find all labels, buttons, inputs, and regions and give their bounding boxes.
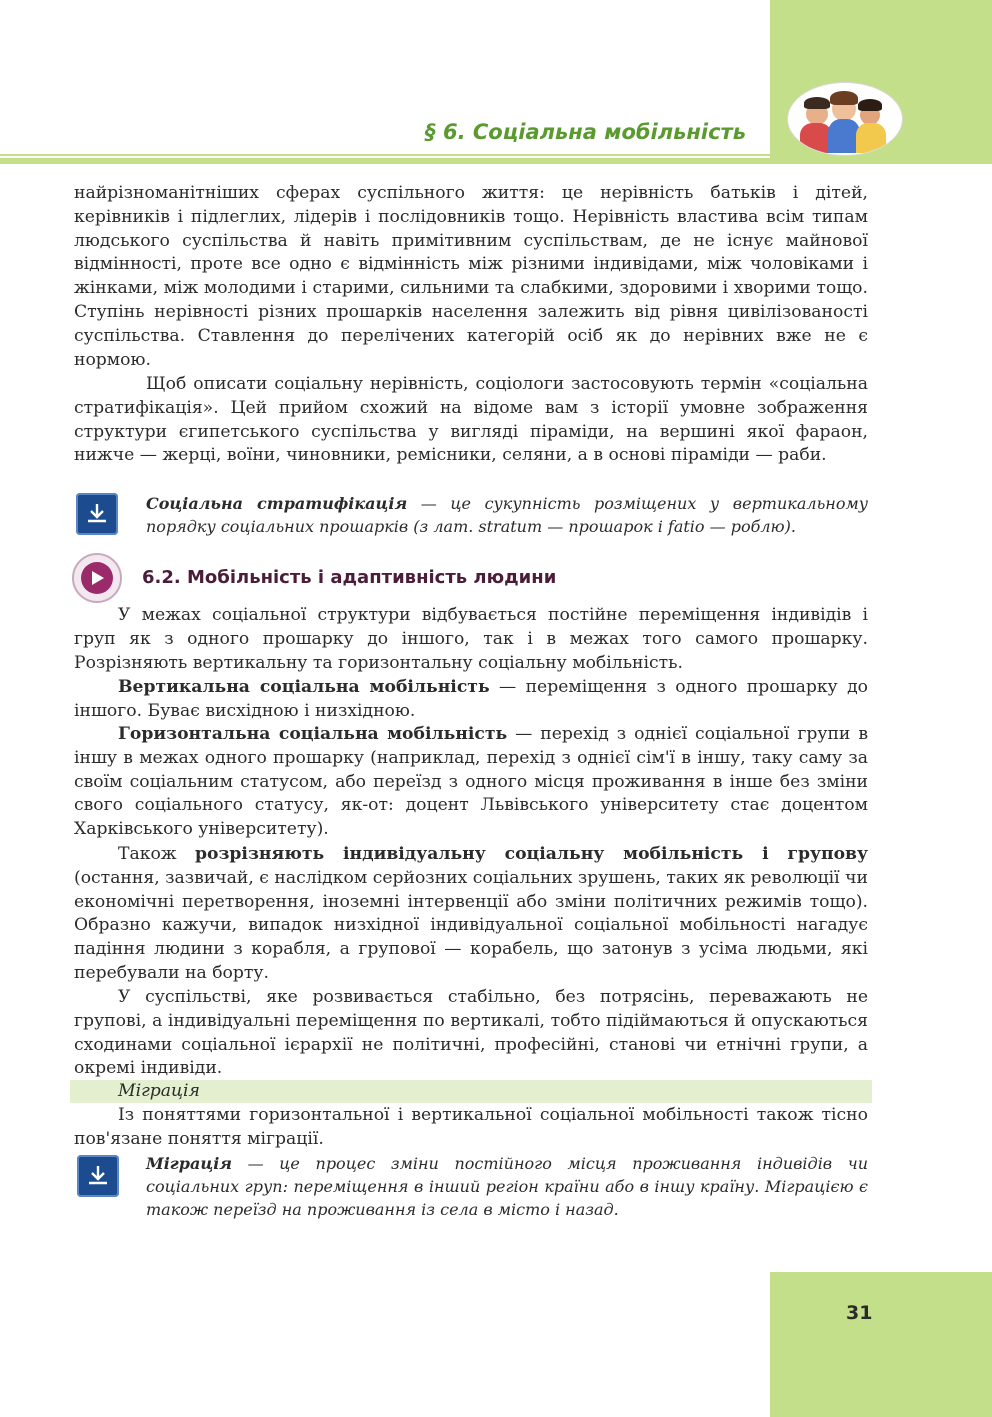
paragraph: Щоб описати соціальну нерівність, соціологи застосовують термін «соціальна стратифікація». Цей прийом схожий на відоме вам з історії умовне зображення структури єгипетського суспільства у вигляді піраміди, на вершині якої фараон, нижче — жерці, воїни, чиновники, ремісники, селяни, а в основі піраміди — раби.	[74, 374, 868, 466]
subsection-title: 6.2. Мобільність і адаптивність людини	[142, 567, 557, 588]
header-rule	[0, 154, 770, 156]
term: Горизонтальна соціальна мобільність	[118, 724, 508, 744]
section-title: § 6. Соціальна мобільність	[425, 120, 746, 144]
paragraph: Із поняттями горизонтальної і вертикальної соціальної мобільності також тісно пов'язане поняття міграції.	[74, 1105, 868, 1149]
definition-text: — це сукупність розміщених у вертикальному порядку соціальних прошарків (з лат. stratum — прошарок і fatio — роблю).	[146, 494, 868, 536]
paragraph	[74, 676, 868, 724]
paragraph-text: — перехід з однієї соціальної групи в іншу в межах одного прошарку (наприклад, перехід з однієї сім'ї в іншу, таку саму за своїм соціальним статусом, або переїзд з одного місця проживання в інше без зміни свого соціального статусу, як-от: доцент Львівського університету стає доцентом Харківського університету).	[74, 724, 868, 840]
paragraph: У суспільстві, яке розвивається стабільно, без потрясінь, переважають не групові, а індивідуальні переміщення по вертикалі, тобто підіймаються й опускаються сходинами соціальної ієрархії не політичні, професійні, станові чи етнічні групи, а окремі індивіди.	[74, 987, 868, 1079]
play-button[interactable]	[72, 553, 122, 603]
term: розрізняють індивідуальну соціальну мобільність і групову	[194, 844, 869, 864]
page-number: 31	[846, 1302, 873, 1324]
migration-heading: Міграція	[118, 1081, 200, 1101]
download-icon	[77, 1155, 119, 1197]
term: Вертикальна соціальна мобільність	[118, 677, 490, 697]
definition-text: — це процес зміни постійного місця проживання індивідів чи соціальних груп: переміщення в інший регіон країни або в іншу країну. Міграцією є також переїзд на проживання із села в місто і назад.	[146, 1154, 868, 1219]
play-icon	[81, 562, 113, 594]
header-rule-thick	[0, 158, 992, 164]
definition-term: Соціальна стратифікація	[146, 494, 408, 513]
paragraph: У межах соціальної структури відбувається постійне переміщення індивідів і груп як з одного прошарку до іншого, так і в межах того самого прошарку. Розрізняють вертикальну та горизонтальну соціальну мобільність.	[74, 605, 868, 673]
paragraph	[74, 723, 868, 842]
definition-stratification	[146, 492, 868, 538]
footer-side-block	[770, 1272, 992, 1417]
paragraph-text: — переміщення з одного прошарку до іншого. Буває висхідною і низхідною.	[74, 677, 868, 721]
definition-term: Міграція	[146, 1154, 233, 1173]
paragraph	[74, 843, 868, 986]
definition-migration	[146, 1152, 868, 1221]
paragraph-text: (остання, зазвичай, є наслідком серйозних соціальних зрушень, таких як революції чи економічні перетворення, іноземні інтервенції або зміни політичних режимів тощо). Образно кажучи, випадок низхідної індивідуальної соціальної мобільності нагадує падіння людини з корабля, а групової — корабель, що затонув з усіма людьми, які перебували на борту.	[74, 867, 868, 983]
download-icon	[76, 493, 118, 535]
paragraph-text: Також	[118, 844, 195, 864]
paragraph: найрізноманітніших сферах суспільного життя: це нерівність батьків і дітей, керівників і підлеглих, лідерів і послідовників тощо. Нерівність властива всім типам людського суспільства й навіть примітивним суспільствам, де не існує майнової відмінності, проте все одно є відмінність між різними індивідами, між чоловіками і жінками, між молодими і старими, сильними та слабкими, здоровими і хворими тощо. Ступінь нерівності різних прошарків населення залежить від рівня цивілізованості суспільства. Ставлення до перелічених категорій осіб як до нерівних вже не є нормою.	[74, 183, 868, 370]
chapter-illustration	[787, 82, 903, 156]
